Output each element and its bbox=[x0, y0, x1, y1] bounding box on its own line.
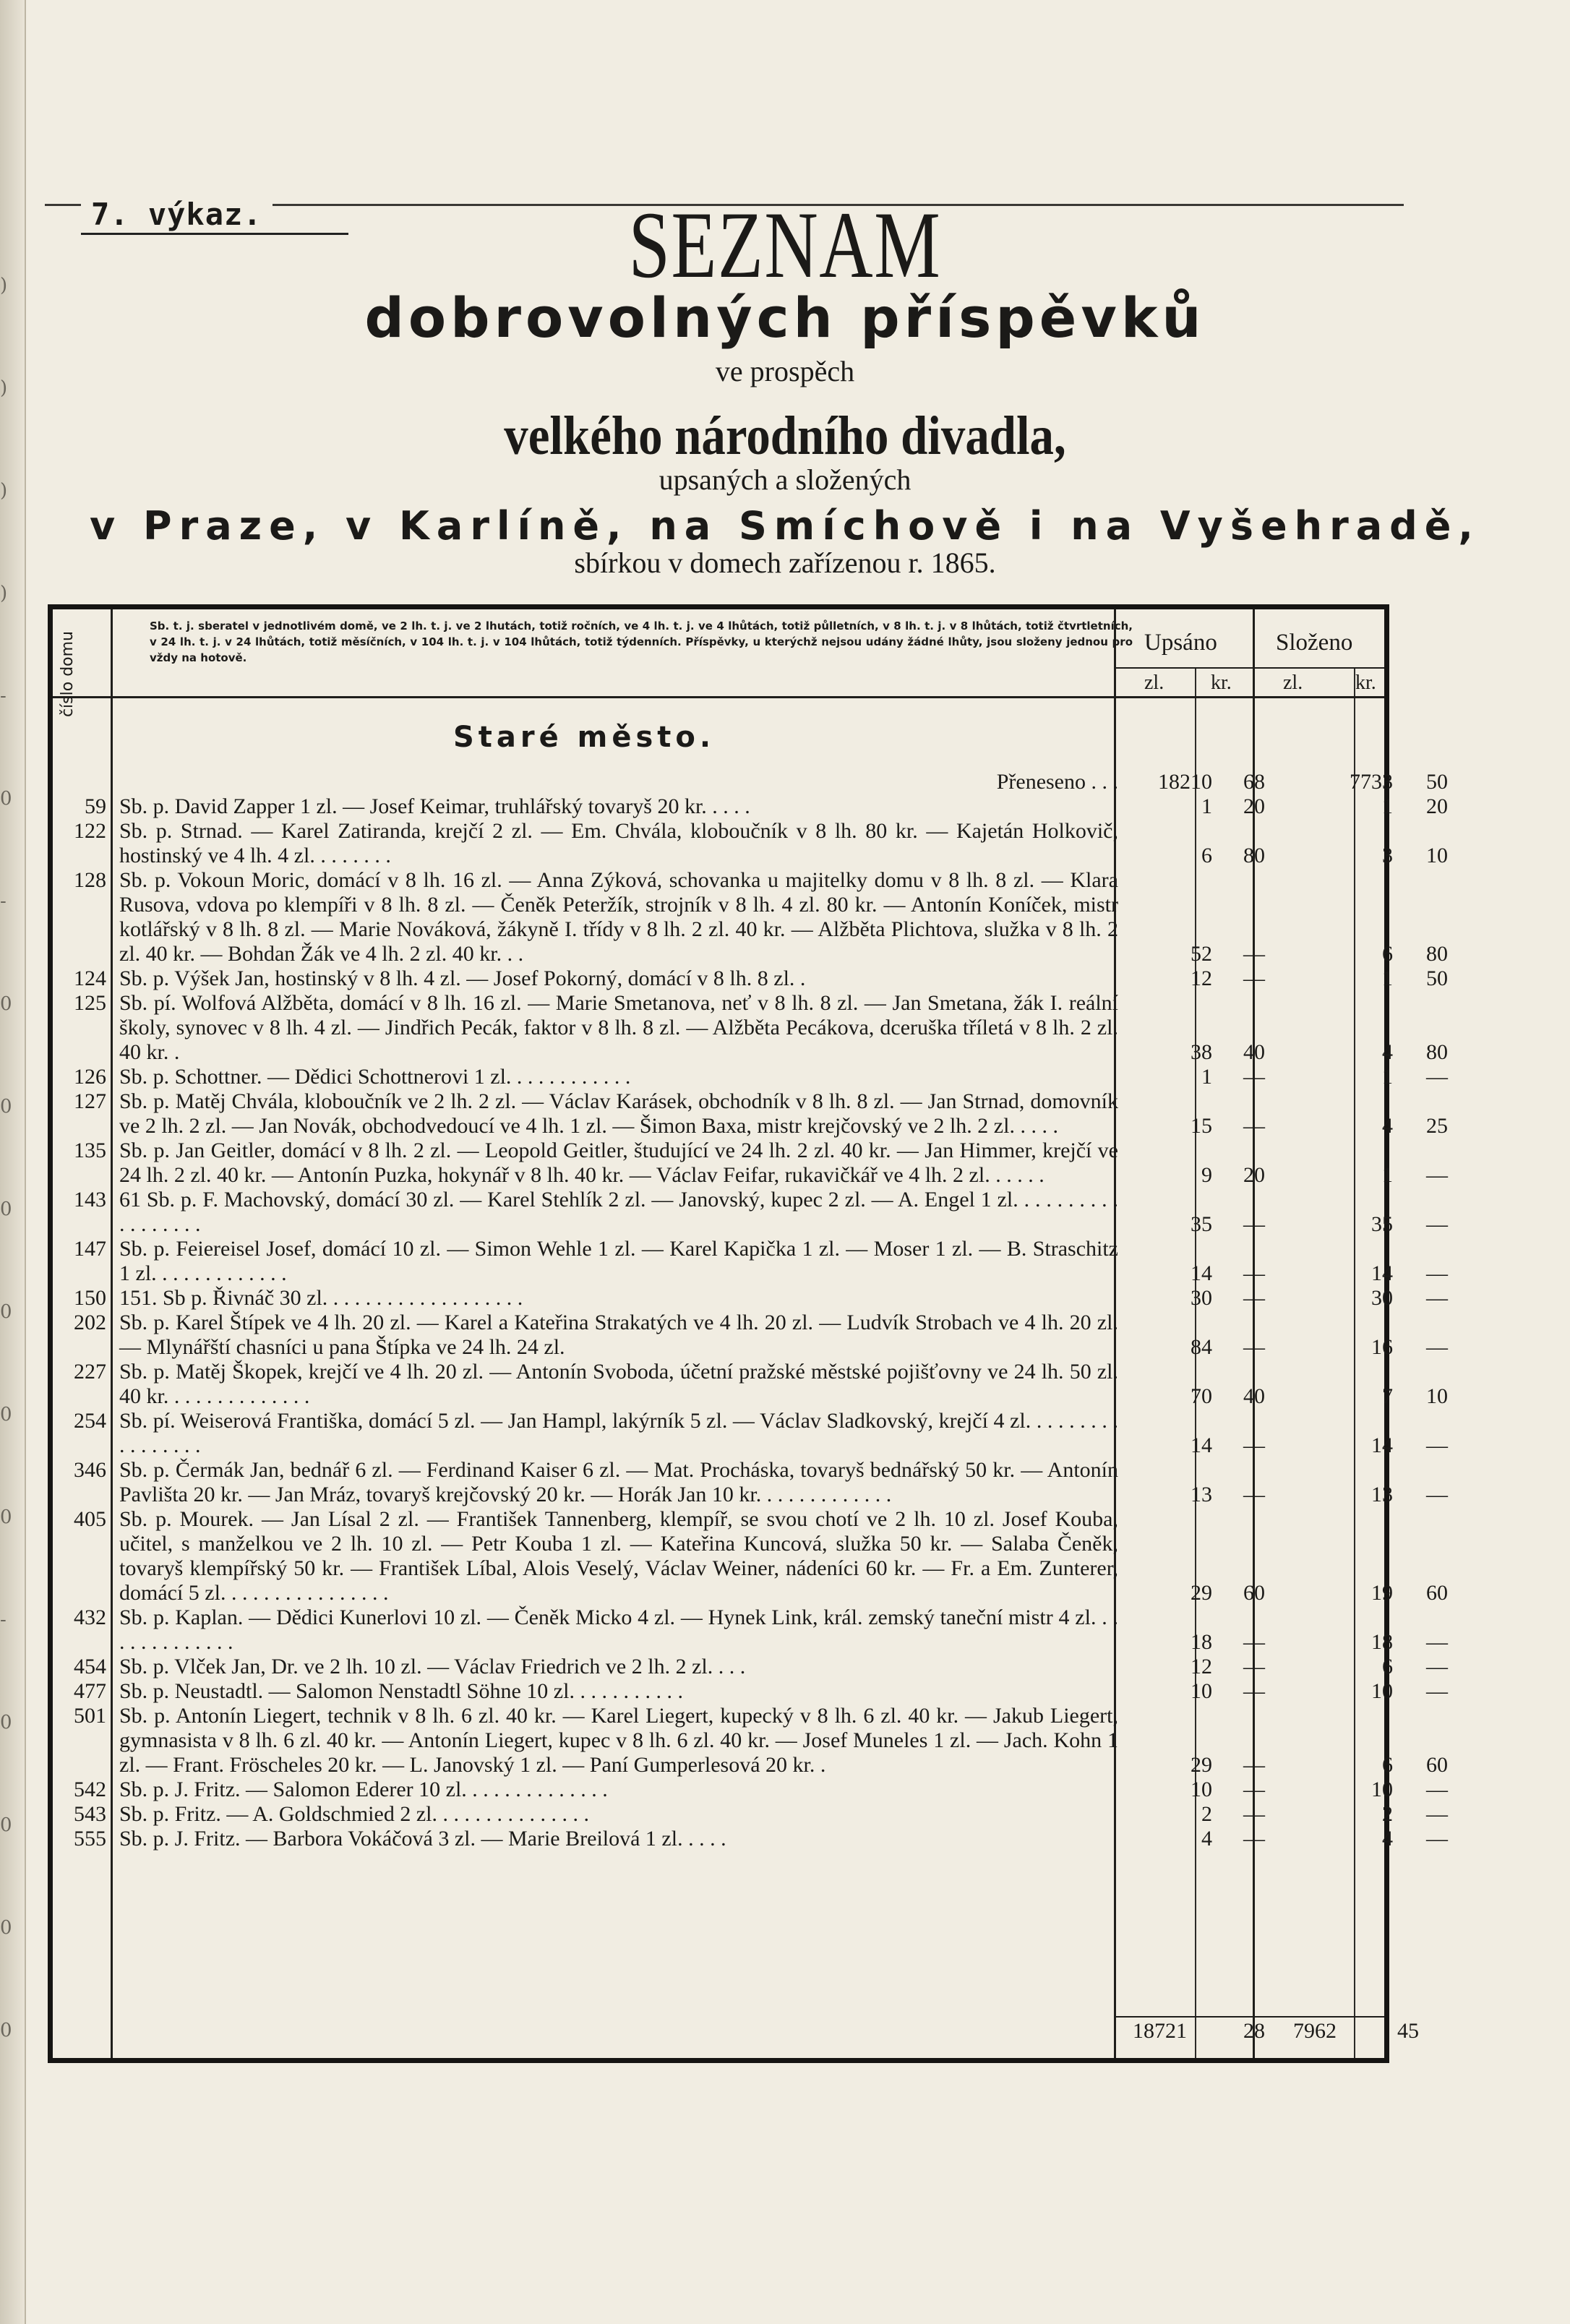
upsano-kr: — bbox=[1243, 1483, 1265, 1506]
spine-mark: 0 bbox=[0, 1814, 12, 1836]
slozeno-zl: 10 bbox=[1371, 1679, 1393, 1703]
table-row bbox=[53, 1237, 1448, 1286]
slozeno-zl: 14 bbox=[1371, 1261, 1393, 1285]
slozeno-zl: 16 bbox=[1371, 1335, 1393, 1359]
upsano-kr: 40 bbox=[1243, 1040, 1265, 1064]
slozeno-kr: — bbox=[1426, 1827, 1448, 1851]
spine-mark: - bbox=[0, 891, 7, 912]
slozeno-zl: 4 bbox=[1382, 1114, 1393, 1138]
upsano-zl: 70 bbox=[1191, 1384, 1212, 1408]
spine-mark: - bbox=[0, 1609, 7, 1631]
entry-text: Sb. p. David Zapper 1 zl. — Josef Keimar, truhlářský tovaryš 20 kr. . . . . bbox=[119, 794, 750, 818]
house-number: 135 bbox=[74, 1139, 106, 1162]
entry-text: Sb. p. Čermák Jan, bednář 6 zl. — Ferdinand Kaiser 6 zl. — Mat. Procháska, tovaryš bednářský 50 kr. — Antonín Pavlišta 20 kr. — Jan Mráz, tovaryš krejčovský 20 kr. — Horák Jan 10 kr. . . . . . . . . . . . . bbox=[119, 1458, 1118, 1506]
table-row bbox=[53, 1139, 1448, 1188]
slozeno-kr: 10 bbox=[1426, 844, 1448, 867]
upsano-kr: — bbox=[1243, 1655, 1265, 1678]
slozeno-kr: — bbox=[1426, 1679, 1448, 1703]
upsano-zl: 18 bbox=[1191, 1630, 1212, 1654]
page-title: SEZNAM bbox=[628, 192, 942, 298]
house-number: 501 bbox=[74, 1704, 106, 1728]
report-number: 7. výkaz. bbox=[81, 197, 273, 232]
slozeno-kr: 60 bbox=[1426, 1753, 1448, 1777]
slozeno-zl: 6 bbox=[1382, 1655, 1393, 1678]
house-number-header: číslo domu bbox=[59, 631, 77, 718]
table-row bbox=[53, 1286, 1448, 1311]
slozeno-kr: 60 bbox=[1426, 1581, 1448, 1605]
slozeno-kr: — bbox=[1426, 1802, 1448, 1826]
spine-mark: 0 bbox=[0, 1917, 12, 1939]
entry-text: Sb. p. Vokoun Moric, domácí v 8 lh. 16 zl. — Anna Zýková, schovanka u majitelky domu v 8 lh. 8 zl. — Klara Rusova, vdova po klempíři v 8 lh. 8 zl. — Čeněk Peteržík, strojník v 8 lh. 4 zl. 80 kr. — Antonín Koníček, mistr kotlářský v 8 lh. 8 zl. — Marie Nováková, žákyně I. třídy v 8 lh. 2 zl. 40 kr. — Alžběta Plichtova, služka v 8 lh. 2 zl. 40 kr. — Bohdan Žák ve 4 lh. 2 zl. 40 kr. . . bbox=[119, 868, 1118, 966]
house-number: 405 bbox=[74, 1507, 106, 1531]
table-row bbox=[53, 1605, 1448, 1655]
table-row bbox=[53, 1458, 1448, 1507]
slozeno-header: Složeno bbox=[1276, 630, 1353, 656]
slozeno-zl: 7733 bbox=[1350, 770, 1393, 794]
contribution-table bbox=[48, 604, 1448, 2063]
house-number: 150 bbox=[74, 1286, 106, 1310]
house-number: 125 bbox=[74, 991, 106, 1015]
table-row bbox=[53, 1409, 1448, 1458]
entry-text: Sb. p. Matěj Škopek, krejčí ve 4 lh. 20 zl. — Antonín Svoboda, účetní pražské městské pojišťovny ve 24 lh. 50 zl. 40 kr. . . . . . . . . . . . . . bbox=[119, 1360, 1118, 1408]
upsano-zl: 14 bbox=[1191, 1433, 1212, 1457]
table-row bbox=[53, 966, 1448, 991]
upsano-zl: 52 bbox=[1191, 942, 1212, 966]
table-row bbox=[53, 1188, 1448, 1237]
house-number: 555 bbox=[74, 1827, 106, 1851]
upsano-zl: 1 bbox=[1201, 1065, 1212, 1089]
slozeno-zl: 7 bbox=[1382, 1384, 1393, 1408]
upsano-zl-header: zl. bbox=[1144, 672, 1164, 694]
total-slozeno-kr: 45 bbox=[1397, 2019, 1419, 2043]
entry-text: 61 Sb. p. F. Machovský, domácí 30 zl. — Karel Stehlík 2 zl. — Janovský, kupec 2 zl. — A. Engel 1 zl. . . . . . . . . . . . . . . . . . bbox=[119, 1188, 1118, 1236]
upsano-zl: 12 bbox=[1191, 1655, 1212, 1678]
house-number: 432 bbox=[74, 1605, 106, 1629]
total-upsano-zl: 18721 bbox=[1133, 2019, 1187, 2043]
house-number: 454 bbox=[74, 1655, 106, 1678]
spine-mark: 0 bbox=[0, 788, 12, 810]
entry-text: Sb. p. Schottner. — Dědici Schottnerovi 1 zl. . . . . . . . . . . . bbox=[119, 1065, 631, 1089]
entry-text: Sb. p. Neustadtl. — Salomon Nenstadtl Söhne 10 zl. . . . . . . . . . . bbox=[119, 1679, 683, 1703]
spine-mark: 0 bbox=[0, 993, 12, 1015]
slozeno-zl-header: zl. bbox=[1283, 672, 1303, 694]
slozeno-zl: 2 bbox=[1382, 1802, 1393, 1826]
slozeno-zl: 4 bbox=[1382, 1827, 1393, 1851]
entry-list bbox=[53, 770, 1448, 1851]
entry-text: Sb. pí. Weiserová Františka, domácí 5 zl. — Jan Hampl, lakýrník 5 zl. — Václav Sladkovský, krejčí 4 zl. . . . . . . . . . . . . . . . . bbox=[119, 1409, 1118, 1457]
collection-line: sbírkou v domech zařízenou r. 1865. bbox=[574, 546, 996, 579]
upsano-kr: 40 bbox=[1243, 1384, 1265, 1408]
upsano-zl: 38 bbox=[1191, 1040, 1212, 1064]
spine-mark: 0 bbox=[0, 1096, 12, 1118]
slozeno-kr: 25 bbox=[1426, 1114, 1448, 1138]
theatre-name: velkého národního divadla, bbox=[504, 406, 1066, 466]
upsano-kr: — bbox=[1243, 1065, 1265, 1089]
slozeno-zl: 1 bbox=[1382, 794, 1393, 818]
totals-rule bbox=[1114, 2016, 1384, 2018]
house-number: 127 bbox=[74, 1089, 106, 1113]
spine-mark: 0 bbox=[0, 2020, 12, 2041]
slozeno-kr: — bbox=[1426, 1286, 1448, 1310]
entry-text: Sb. p. Vlček Jan, Dr. ve 2 lh. 10 zl. — Václav Friedrich ve 2 lh. 2 zl. . . . bbox=[119, 1655, 746, 1678]
slozeno-zl: 6 bbox=[1382, 942, 1393, 966]
entry-text: Sb. pí. Wolfová Alžběta, domácí v 8 lh. 16 zl. — Marie Smetanova, neť v 8 lh. 8 zl. — Jan Smetana, žák I. reální školy, synovec v 8 lh. 4 zl. — Jindřich Pecák, faktor v 8 lh. 8 zl. — Alžběta Pecákova, dceruška tříletá v 8 lh. 2 zl. 40 kr. . bbox=[119, 991, 1118, 1064]
slozeno-zl: 3 bbox=[1382, 844, 1393, 867]
upsano-kr: — bbox=[1243, 1212, 1265, 1236]
upsano-zl: 35 bbox=[1191, 1212, 1212, 1236]
upsano-kr-header: kr. bbox=[1211, 672, 1232, 694]
upsano-kr: — bbox=[1243, 1778, 1265, 1801]
upsano-kr: 20 bbox=[1243, 794, 1265, 818]
table-row bbox=[53, 1679, 1448, 1704]
entry-text: Sb. p. Mourek. — Jan Lísal 2 zl. — František Tannenberg, klempíř, se svou chotí ve 2 lh. 10 zl. Josef Kouba, učitel, s manželkou ve 2 lh. 10 zl. — Petr Kouba 1 zl. — Kateřina Kuncová, služka 50 kr. — Salaba Čeněk, tovaryš klempířský 50 kr. — František Líbal, Alois Veselý, Václav Weiner, nádeníci 60 kr. — Fr. a Em. Zunterer, domácí 5 zl. . . . . . . . . . . . . . . . bbox=[119, 1507, 1118, 1605]
table-row bbox=[53, 1360, 1448, 1409]
upsano-kr: — bbox=[1243, 1286, 1265, 1310]
entry-text: Přeneseno . . . bbox=[996, 770, 1118, 794]
upsano-kr: — bbox=[1243, 1679, 1265, 1703]
section-title: Staré město. bbox=[452, 721, 716, 754]
upsano-zl: 12 bbox=[1191, 966, 1212, 990]
upsano-zl: 29 bbox=[1191, 1753, 1212, 1777]
house-number: 124 bbox=[74, 966, 106, 990]
upsano-kr: — bbox=[1243, 1753, 1265, 1777]
total-upsano-kr: 28 bbox=[1243, 2019, 1265, 2043]
entry-text: Sb. p. Fritz. — A. Goldschmied 2 zl. . . . . . . . . . . . . . . bbox=[119, 1802, 589, 1826]
upsano-zl: 1 bbox=[1201, 794, 1212, 818]
upsano-kr: — bbox=[1243, 942, 1265, 966]
table-row bbox=[53, 1704, 1448, 1778]
subheader-rule bbox=[1114, 667, 1384, 669]
house-number: 254 bbox=[74, 1409, 106, 1433]
upsano-zl: 13 bbox=[1191, 1483, 1212, 1506]
line-prospech: ve prospěch bbox=[715, 355, 855, 387]
table-row bbox=[53, 991, 1448, 1065]
table-row bbox=[53, 794, 1448, 819]
places-line: v Praze, v Karlíně, na Smíchově i na Vyšehradě, bbox=[90, 503, 1480, 549]
entry-text: Sb. p. Výšek Jan, hostinský v 8 lh. 4 zl. — Josef Pokorný, domácí v 8 lh. 8 zl. . bbox=[119, 966, 806, 990]
spine-mark: ) bbox=[0, 377, 8, 399]
upsano-zl: 84 bbox=[1191, 1335, 1212, 1359]
entry-text: Sb. p. Karel Štípek ve 4 lh. 20 zl. — Karel a Kateřina Strakatých ve 4 lh. 20 zl. — Ludvík Strobach ve 4 lh. 20 zl. — Mlynářští chasníci u pana Štípka ve 24 lh. 24 zl. bbox=[119, 1311, 1118, 1359]
slozeno-kr: 50 bbox=[1426, 966, 1448, 990]
upsano-kr: — bbox=[1243, 1335, 1265, 1359]
upsano-kr: — bbox=[1243, 1114, 1265, 1138]
slozeno-kr: — bbox=[1426, 1335, 1448, 1359]
line-upsanych: upsaných a složených bbox=[659, 463, 911, 496]
table-row bbox=[53, 1065, 1448, 1089]
slozeno-kr: 10 bbox=[1426, 1384, 1448, 1408]
table-row bbox=[53, 1827, 1448, 1851]
table-row bbox=[53, 1089, 1448, 1139]
house-number: 122 bbox=[74, 819, 106, 843]
spine-mark: ) bbox=[0, 480, 8, 502]
spine-mark: 0 bbox=[0, 1712, 12, 1733]
upsano-kr: — bbox=[1243, 1827, 1265, 1851]
table-row bbox=[53, 1802, 1448, 1827]
slozeno-zl: 1 bbox=[1382, 1163, 1393, 1187]
entry-text: Sb. p. Matěj Chvála, kloboučník ve 2 lh. 2 zl. — Václav Karásek, obchodník v 8 lh. 8 zl. — Jan Strnad, domovník ve 2 lh. 2 zl. — Jan Novák, obchodvedoucí ve 4 lh. 1 zl. — Šimon Baxa, mistr krejčovský ve 2 lh. 2 zl. . . . . bbox=[119, 1089, 1118, 1138]
house-number: 227 bbox=[74, 1360, 106, 1384]
upsano-kr: 80 bbox=[1243, 844, 1265, 867]
slozeno-kr: — bbox=[1426, 1655, 1448, 1678]
entry-text: 151. Sb p. Řivnáč 30 zl. . . . . . . . . . . . . . . . . . . bbox=[119, 1286, 523, 1310]
house-number: 346 bbox=[74, 1458, 106, 1482]
house-number: 202 bbox=[74, 1311, 106, 1334]
table-row bbox=[53, 1507, 1448, 1605]
slozeno-kr: — bbox=[1426, 1261, 1448, 1285]
slozeno-kr: — bbox=[1426, 1212, 1448, 1236]
slozeno-zl: 18 bbox=[1371, 1630, 1393, 1654]
table-row bbox=[53, 819, 1448, 868]
entry-text: Sb. p. Strnad. — Karel Zatiranda, krejčí 2 zl. — Em. Chvála, kloboučník v 8 lh. 80 kr. — Kajetán Holkovič, hostinský ve 4 lh. 4 zl. . . . . . . . bbox=[119, 819, 1118, 867]
upsano-zl: 6 bbox=[1201, 844, 1212, 867]
slozeno-zl: 14 bbox=[1371, 1433, 1393, 1457]
table-row bbox=[53, 1778, 1448, 1802]
spine-mark: 0 bbox=[0, 1506, 12, 1528]
slozeno-kr: — bbox=[1426, 1630, 1448, 1654]
upsano-zl: 4 bbox=[1201, 1827, 1212, 1851]
slozeno-kr: — bbox=[1426, 1163, 1448, 1187]
house-number: 477 bbox=[74, 1679, 106, 1703]
table-row bbox=[53, 1655, 1448, 1679]
slozeno-zl: 6 bbox=[1382, 1753, 1393, 1777]
entry-text: Sb. p. Feiereisel Josef, domácí 10 zl. — Simon Wehle 1 zl. — Karel Kapička 1 zl. — Moser 1 zl. — B. Straschitz 1 zl. . . . . . . . . . . . . bbox=[119, 1237, 1118, 1285]
slozeno-kr: — bbox=[1426, 1483, 1448, 1506]
spine-mark: ) bbox=[0, 583, 8, 604]
slozeno-kr-header: kr. bbox=[1355, 672, 1376, 694]
table-row bbox=[53, 868, 1448, 966]
upsano-zl: 9 bbox=[1201, 1163, 1212, 1187]
slozeno-zl: 10 bbox=[1371, 1778, 1393, 1801]
slozeno-kr: 20 bbox=[1426, 794, 1448, 818]
upsano-zl: 14 bbox=[1191, 1261, 1212, 1285]
slozeno-zl: 1 bbox=[1382, 966, 1393, 990]
page-subtitle: dobrovolných příspěvků bbox=[364, 286, 1206, 350]
slozeno-kr: — bbox=[1426, 1778, 1448, 1801]
upsano-zl: 2 bbox=[1201, 1802, 1212, 1826]
slozeno-zl: 19 bbox=[1371, 1581, 1393, 1605]
table-row bbox=[53, 1311, 1448, 1360]
slozeno-zl: 35 bbox=[1371, 1212, 1393, 1236]
upsano-zl: 10 bbox=[1191, 1679, 1212, 1703]
upsano-kr: — bbox=[1243, 1802, 1265, 1826]
slozeno-zl: 13 bbox=[1371, 1483, 1393, 1506]
house-number: 542 bbox=[74, 1778, 106, 1801]
house-number: 128 bbox=[74, 868, 106, 892]
slozeno-kr: — bbox=[1426, 1065, 1448, 1089]
spine-mark: - bbox=[0, 685, 7, 707]
upsano-kr: — bbox=[1243, 966, 1265, 990]
slozeno-zl: 1 bbox=[1382, 1065, 1393, 1089]
upsano-kr: 68 bbox=[1243, 770, 1265, 794]
upsano-kr: — bbox=[1243, 1261, 1265, 1285]
upsano-header: Upsáno bbox=[1144, 630, 1217, 656]
house-number: 147 bbox=[74, 1237, 106, 1261]
entry-text: Sb. p. J. Fritz. — Salomon Ederer 10 zl. . . . . . . . . . . . . . bbox=[119, 1778, 608, 1801]
slozeno-zl: 30 bbox=[1371, 1286, 1393, 1310]
house-number: 543 bbox=[74, 1802, 106, 1826]
slozeno-kr: 80 bbox=[1426, 1040, 1448, 1064]
slozeno-kr: 50 bbox=[1426, 770, 1448, 794]
upsano-zl: 29 bbox=[1191, 1581, 1212, 1605]
entry-text: Sb. p. J. Fritz. — Barbora Vokáčová 3 zl. — Marie Breilová 1 zl. . . . . bbox=[119, 1827, 726, 1851]
abbreviation-note: Sb. t. j. sberatel v jednotlivém domě, ve 2 lh. t. j. ve 2 lhutách, totiž ročních, ve 4 lh. t. j. ve 4 lhůtách, totiž půlletních, v 8 lh. t. j. v 8 lhůtách, totiž čtvrtletních, v 24 lh. t. j. v 24 lhůtách, totiž měsíčních, v 104 lh. t. j. v 104 lhůtách, totiž týdenních. Příspěvky, u kterýchž nejsou udány žádné lhůty, jsou složeny jednou pro vždy na hotově. bbox=[150, 619, 1133, 664]
slozeno-kr: 80 bbox=[1426, 942, 1448, 966]
house-number: 143 bbox=[74, 1188, 106, 1212]
spine-mark: ) bbox=[0, 275, 8, 296]
slozeno-zl: 4 bbox=[1382, 1040, 1393, 1064]
upsano-zl: 15 bbox=[1191, 1114, 1212, 1138]
spine-mark: 0 bbox=[0, 1199, 12, 1220]
house-number: 59 bbox=[85, 794, 106, 818]
upsano-zl: 18210 bbox=[1158, 770, 1212, 794]
upsano-zl: 30 bbox=[1191, 1286, 1212, 1310]
house-number: 126 bbox=[74, 1065, 106, 1089]
slozeno-kr: — bbox=[1426, 1433, 1448, 1457]
upsano-kr: — bbox=[1243, 1630, 1265, 1654]
total-slozeno-zl: 7962 bbox=[1293, 2019, 1337, 2043]
upsano-kr: — bbox=[1243, 1433, 1265, 1457]
upsano-kr: 60 bbox=[1243, 1581, 1265, 1605]
header-bottom-rule bbox=[53, 696, 1384, 698]
upsano-kr: 20 bbox=[1243, 1163, 1265, 1187]
entry-text: Sb. p. Jan Geitler, domácí v 8 lh. 2 zl. — Leopold Geitler, študující ve 24 lh. 2 zl. 40 kr. — Jan Himmer, krejčí ve 24 lh. 2 zl. 40 kr. — Antonín Puzka, hokynář v 8 lh. 40 kr. — Václav Feifar, rukavičkář ve 4 lh. 2 zl. . . . . . bbox=[119, 1139, 1118, 1187]
entry-text: Sb. p. Antonín Liegert, technik v 8 lh. 6 zl. 40 kr. — Karel Liegert, kupecký v 8 lh. 6 zl. 40 kr. — Jakub Liegert, gymnasista v 8 lh. 6 zl. 40 kr. — Antonín Liegert, kupec v 8 lh. 6 zl. 40 kr. — Josef Muneles 1 zl. — Jach. Kohn 1 zl. — Frant. Fröscheles 20 kr. — L. Janovský 1 zl. — Paní Gumperlesová 20 kr. . bbox=[119, 1704, 1118, 1777]
spine-mark: 0 bbox=[0, 1301, 12, 1323]
table-row bbox=[53, 770, 1448, 794]
entry-text: Sb. p. Kaplan. — Dědici Kunerlovi 10 zl. — Čeněk Micko 4 zl. — Hynek Link, král. zemský taneční mistr 4 zl. . . . . . . . . . . . . . bbox=[119, 1605, 1118, 1654]
upsano-zl: 10 bbox=[1191, 1778, 1212, 1801]
spine-mark: 0 bbox=[0, 1404, 12, 1425]
